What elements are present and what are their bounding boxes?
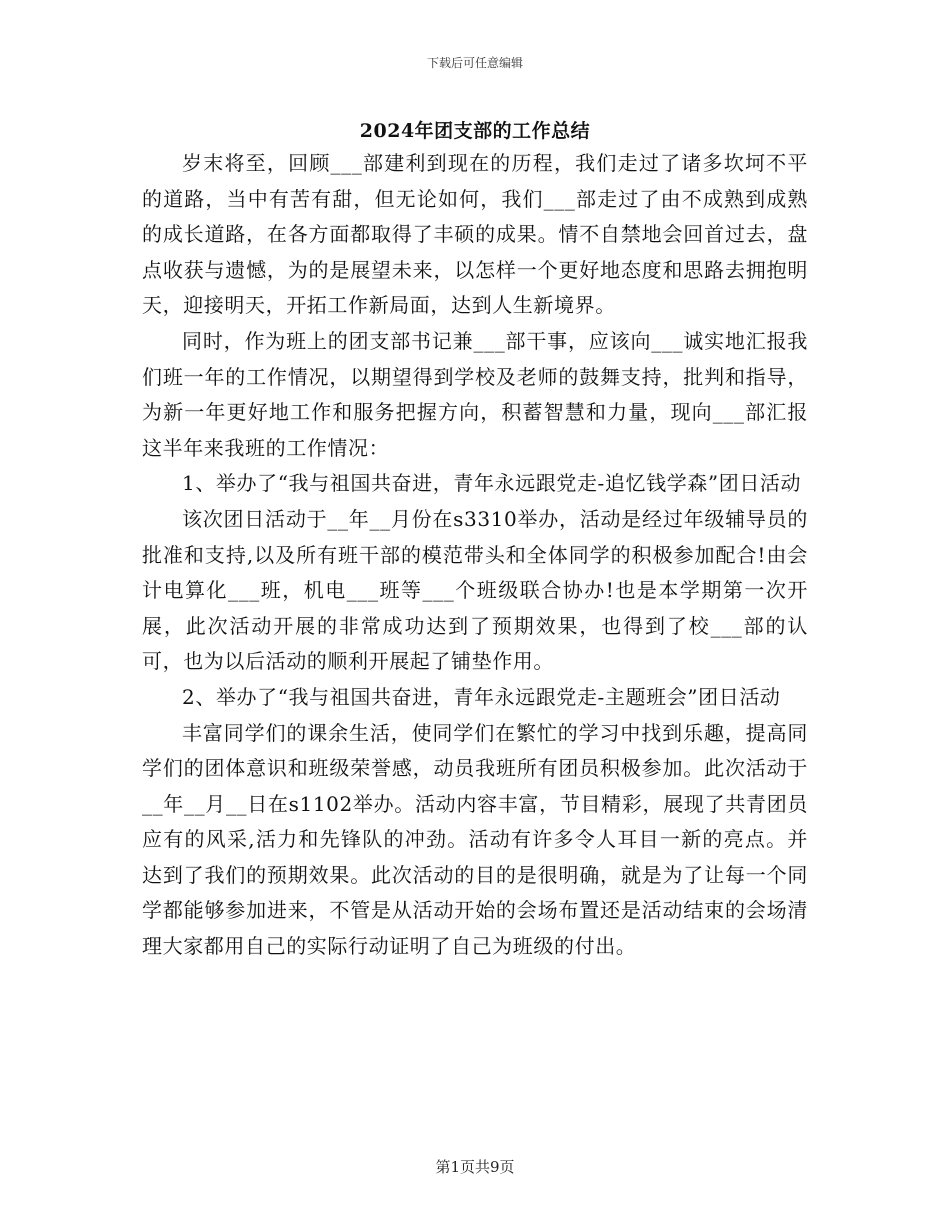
paragraph-intro: 岁末将至，回顾___部建利到现在的历程，我们走过了诸多坎坷不平的道路，当中有苦有甜，但无论如何，我们___部走过了由不成熟到成熟的成长道路，在各方面都取得了丰硕的成果。情不自禁地会回首过去，盘点收获与遗憾，为的是展望未来，以怎样一个更好地态度和思路去拥抱明天，迎接明天，开拓工作新局面，达到人生新境界。 — [142, 151, 808, 318]
paragraph-activity-2: 丰富同学们的课余生活，使同学们在繁忙的学习中找到乐趣，提高同学们的团体意识和班级荣誉感，动员我班所有团员积极参加。此次活动于__年__月__日在s1102举办。活动内容丰富，节目精彩，展现了共青团员应有的风采,活力和先锋队的冲劲。活动有许多令人耳目一新的亮点。并达到了我们的预期效果。此次活动的目的是很明确，就是为了让每一个同学都能够参加进来，不管是从活动开始的会场布置还是活动结束的会场清理大家都用自己的实际行动证明了自己为班级的付出。 — [142, 720, 808, 959]
paragraph-report: 同时，作为班上的团支部书记兼___部干事，应该向___诚实地汇报我们班一年的工作情况，以期望得到学校及老师的鼓舞支持，批判和指导，为新一年更好地工作和服务把握方向，积蓄智慧和力量，现向___部汇报这半年来我班的工作情况： — [142, 328, 808, 460]
section-heading-2: 2、举办了“我与祖国共奋进，青年永远跟党走-主题班会”团日活动 — [182, 684, 781, 709]
document-body — [142, 146, 808, 965]
document-title: 2024年团支部的工作总结 — [359, 120, 591, 142]
section-heading-1: 1、举办了“我与祖国共奋进，青年永远跟党走-追忆钱学森”团日活动 — [182, 471, 802, 496]
page-number: 第1页共9页 — [435, 1158, 515, 1176]
header-note: 下载后可任意编辑 — [426, 56, 523, 70]
paragraph-activity-1: 该次团日活动于__年__月份在s3310举办，活动是经过年级辅导员的批准和支持,以及所有班干部的模范带头和全体同学的积极参加配合!由会计电算化___班，机电___班等___个班级联合协办!也是本学期第一次开展，此次活动开展的非常成功达到了预期效果，也得到了校___部的认可，也为以后活动的顺利开展起了铺垫作用。 — [142, 506, 808, 674]
